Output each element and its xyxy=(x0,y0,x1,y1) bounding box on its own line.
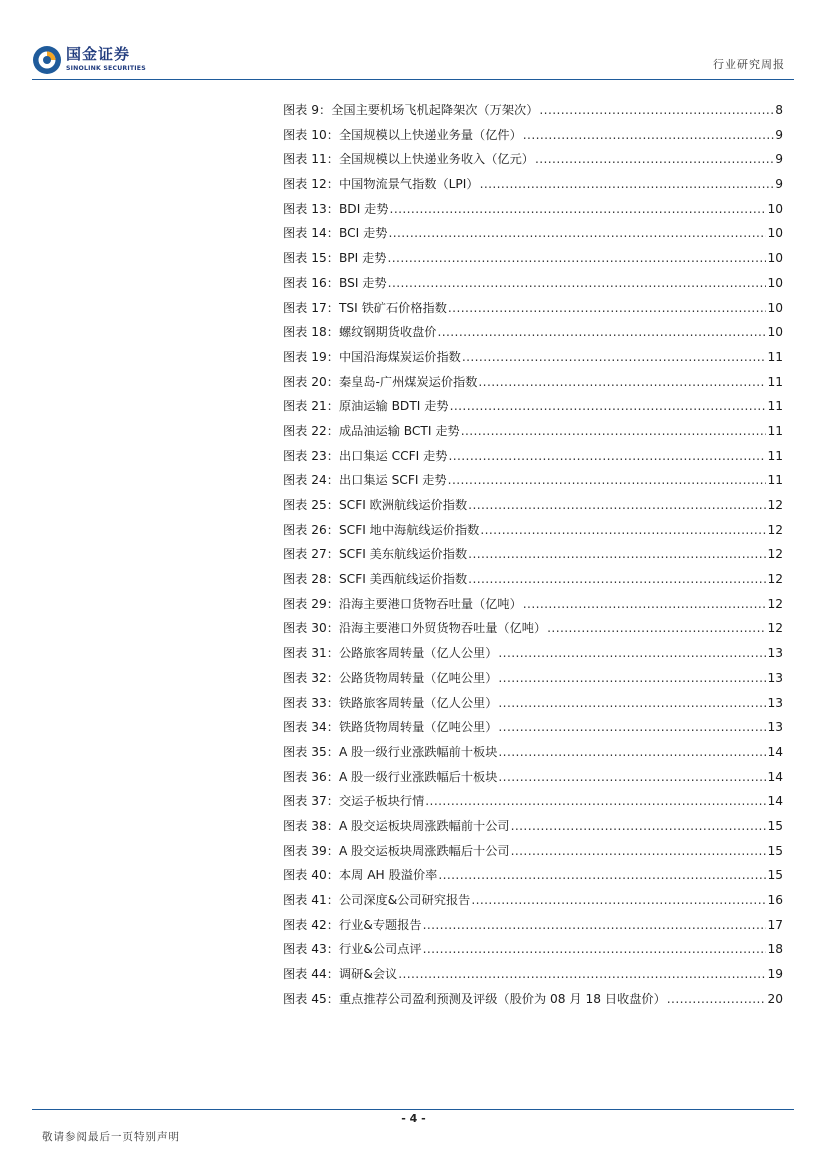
toc-entry-page: 13 xyxy=(767,695,783,710)
toc-entry[interactable] xyxy=(283,765,783,790)
toc-entry-page: 11 xyxy=(767,448,783,463)
toc-entry-page: 13 xyxy=(767,720,783,735)
dot-leader xyxy=(388,271,767,296)
toc-entry-page: 10 xyxy=(767,300,783,315)
toc-entry-label: 图表 26：SCFI 地中海航线运价指数 xyxy=(283,522,480,537)
dot-leader xyxy=(547,616,766,641)
toc-entry-page: 15 xyxy=(767,868,783,883)
toc-entry-label: 图表 23：出口集运 CCFI 走势 xyxy=(283,448,448,463)
logo-english-name: SINOLINK SECURITIES xyxy=(66,65,146,72)
toc-entry-page: 12 xyxy=(767,572,783,587)
toc-entry-page: 9 xyxy=(775,127,783,142)
toc-entry-page: 9 xyxy=(775,152,783,167)
toc-entry[interactable] xyxy=(283,789,783,814)
toc-entry-label: 图表 25：SCFI 欧洲航线运价指数 xyxy=(283,498,468,512)
toc-entry-page: 10 xyxy=(767,201,783,216)
toc-entry-page: 12 xyxy=(767,596,783,611)
toc-entry-page: 18 xyxy=(767,942,783,957)
toc-entry[interactable] xyxy=(283,937,783,962)
dot-leader xyxy=(468,567,766,592)
toc-entry-page: 12 xyxy=(767,498,783,512)
toc-entry-label: 图表 11：全国规模以上快递业务收入（亿元） xyxy=(283,152,534,167)
toc-entry-label: 图表 24：出口集运 SCFI 走势 xyxy=(283,473,447,488)
toc-entry[interactable] xyxy=(283,296,783,321)
toc-entry-label: 图表 43：行业&公司点评 xyxy=(283,942,422,957)
toc-entry-label: 图表 36：A 股一级行业涨跌幅后十板块 xyxy=(283,769,498,784)
toc-entry-label: 图表 14：BCI 走势 xyxy=(283,226,388,241)
dot-leader xyxy=(480,172,775,197)
toc-entry-page: 20 xyxy=(767,991,783,1006)
toc-entry-page: 9 xyxy=(775,177,783,192)
logo-chinese-name: 国金证券 xyxy=(66,45,131,63)
dot-leader xyxy=(511,814,767,839)
toc-entry-page: 11 xyxy=(767,374,783,389)
toc-entry-label: 图表 16：BSI 走势 xyxy=(283,275,387,290)
toc-entry[interactable] xyxy=(283,172,783,197)
toc-entry-label: 图表 40：本周 AH 股溢价率 xyxy=(283,868,438,883)
toc-entry[interactable] xyxy=(283,814,783,839)
dot-leader xyxy=(471,888,766,913)
toc-entry[interactable] xyxy=(283,246,783,271)
toc-entry[interactable] xyxy=(283,913,783,938)
toc-entry[interactable] xyxy=(283,493,783,518)
toc-entry[interactable] xyxy=(283,123,783,148)
dot-leader xyxy=(480,518,766,543)
toc-entry-page: 11 xyxy=(767,399,783,414)
toc-entry-label: 图表 20：秦皇岛-广州煤炭运价指数 xyxy=(283,374,478,389)
toc-entry-label: 图表 28：SCFI 美西航线运价指数 xyxy=(283,572,468,587)
toc-entry-page: 14 xyxy=(767,794,783,809)
dot-leader xyxy=(498,666,766,691)
toc-entry-page: 11 xyxy=(767,423,783,438)
toc-entry-page: 16 xyxy=(767,893,783,907)
header-divider xyxy=(32,79,794,80)
toc-entry-page: 19 xyxy=(767,967,783,982)
dot-leader xyxy=(448,296,767,321)
toc-entry-label: 图表 32：公路货物周转量（亿吨公里） xyxy=(283,670,498,685)
toc-entry[interactable] xyxy=(283,691,783,716)
toc-entry-label: 图表 41：公司深度&公司研究报告 xyxy=(283,893,471,907)
toc-entry-label: 图表 44：调研&会议 xyxy=(283,967,398,982)
page-number: - 4 - xyxy=(401,1112,426,1125)
dot-leader xyxy=(461,419,767,444)
report-type: 行业研究周报 xyxy=(713,58,785,71)
toc-entry-label: 图表 27：SCFI 美东航线运价指数 xyxy=(283,547,468,562)
toc-entry-page: 13 xyxy=(767,670,783,685)
dot-leader xyxy=(498,641,766,666)
dot-leader xyxy=(388,246,767,271)
toc-entry[interactable] xyxy=(283,345,783,370)
dot-leader xyxy=(398,962,766,987)
toc-entry-page: 11 xyxy=(767,349,783,364)
toc-entry[interactable] xyxy=(283,888,783,913)
toc-entry-label: 图表 29：沿海主要港口货物吞吐量（亿吨） xyxy=(283,596,522,611)
toc-entry-page: 12 xyxy=(767,621,783,636)
toc-entry[interactable] xyxy=(283,715,783,740)
toc-entry-label: 图表 33：铁路旅客周转量（亿人公里） xyxy=(283,695,498,710)
toc-entry-page: 13 xyxy=(767,646,783,661)
dot-leader xyxy=(437,320,766,345)
dot-leader xyxy=(462,345,767,370)
dot-leader xyxy=(448,468,767,493)
toc-entry-page: 12 xyxy=(767,547,783,562)
dot-leader xyxy=(511,839,767,864)
toc-entry[interactable] xyxy=(283,221,783,246)
dot-leader xyxy=(498,715,766,740)
toc-entry-page: 15 xyxy=(767,818,783,833)
toc-entry[interactable] xyxy=(283,839,783,864)
toc-entry-label: 图表 9：全国主要机场飞机起降架次（万架次） xyxy=(283,103,539,117)
toc-entry[interactable] xyxy=(283,444,783,469)
sinolink-logo-icon xyxy=(32,45,62,75)
toc-entry-page: 17 xyxy=(767,917,783,932)
toc-entry-label: 图表 34：铁路货物周转量（亿吨公里） xyxy=(283,720,498,735)
company-logo xyxy=(32,45,156,77)
toc-entry[interactable] xyxy=(283,518,783,543)
toc-entry-label: 图表 13：BDI 走势 xyxy=(283,201,389,216)
dot-leader xyxy=(468,542,766,567)
toc-entry[interactable] xyxy=(283,567,783,592)
toc-entry[interactable] xyxy=(283,616,783,641)
toc-entry-label: 图表 37：交运子板块行情 xyxy=(283,794,425,809)
toc-entry-page: 14 xyxy=(767,769,783,784)
toc-entry[interactable] xyxy=(283,962,783,987)
toc-entry-label: 图表 15：BPI 走势 xyxy=(283,251,387,266)
dot-leader xyxy=(390,197,767,222)
dot-leader xyxy=(535,147,774,172)
dot-leader xyxy=(423,937,767,962)
dot-leader xyxy=(523,592,767,617)
toc-entry[interactable] xyxy=(283,468,783,493)
toc-entry-label: 图表 22：成品油运输 BCTI 走势 xyxy=(283,423,460,438)
toc-entry-page: 14 xyxy=(767,744,783,759)
toc-entry-page: 10 xyxy=(767,275,783,290)
dot-leader xyxy=(423,913,767,938)
toc-entry-page: 10 xyxy=(767,226,783,241)
toc-entry[interactable] xyxy=(283,320,783,345)
toc-entry-label: 图表 18：螺纹钢期货收盘价 xyxy=(283,325,437,340)
toc-entry-label: 图表 39：A 股交运板块周涨跌幅后十公司 xyxy=(283,843,510,858)
dot-leader xyxy=(438,863,766,888)
toc-entry-page: 10 xyxy=(767,251,783,266)
toc-entry[interactable] xyxy=(283,271,783,296)
dot-leader xyxy=(478,370,766,395)
dot-leader xyxy=(523,123,774,148)
toc-entry-page: 8 xyxy=(775,103,783,117)
toc-entry-label: 图表 30：沿海主要港口外贸货物吞吐量（亿吨） xyxy=(283,621,547,636)
figure-index-list xyxy=(283,98,783,1011)
toc-entry-label: 图表 19：中国沿海煤炭运价指数 xyxy=(283,349,461,364)
toc-entry-page: 15 xyxy=(767,843,783,858)
page-header xyxy=(0,0,827,80)
toc-entry[interactable] xyxy=(283,542,783,567)
dot-leader xyxy=(539,98,774,123)
disclaimer-note: 敬请参阅最后一页特别声明 xyxy=(42,1131,180,1143)
toc-entry[interactable] xyxy=(283,197,783,222)
toc-entry[interactable] xyxy=(283,147,783,172)
toc-entry-label: 图表 35：A 股一级行业涨跌幅前十板块 xyxy=(283,744,498,759)
toc-entry-page: 11 xyxy=(767,473,783,488)
toc-entry-label: 图表 12：中国物流景气指数（LPI） xyxy=(283,177,479,192)
dot-leader xyxy=(498,691,766,716)
toc-entry[interactable] xyxy=(283,370,783,395)
dot-leader xyxy=(388,221,766,246)
dot-leader xyxy=(468,493,766,518)
toc-entry-label: 图表 21：原油运输 BDTI 走势 xyxy=(283,399,449,414)
toc-entry-label: 图表 42：行业&专题报告 xyxy=(283,917,422,932)
toc-entry[interactable] xyxy=(283,740,783,765)
footer-divider xyxy=(32,1109,794,1110)
toc-entry[interactable] xyxy=(283,641,783,666)
dot-leader xyxy=(425,789,766,814)
toc-entry-page: 12 xyxy=(767,522,783,537)
toc-entry[interactable] xyxy=(283,419,783,444)
toc-entry[interactable] xyxy=(283,394,783,419)
toc-entry-label: 图表 45：重点推荐公司盈利预测及评级（股价为 08 月 18 日收盘价） xyxy=(283,991,666,1006)
dot-leader xyxy=(498,740,766,765)
dot-leader xyxy=(448,444,766,469)
dot-leader xyxy=(450,394,767,419)
toc-entry-label: 图表 17：TSI 铁矿石价格指数 xyxy=(283,300,447,315)
toc-entry-page: 10 xyxy=(767,325,783,340)
toc-entry-label: 图表 38：A 股交运板块周涨跌幅前十公司 xyxy=(283,818,510,833)
toc-entry[interactable] xyxy=(283,592,783,617)
toc-entry-label: 图表 10：全国规模以上快递业务量（亿件） xyxy=(283,127,522,142)
dot-leader xyxy=(498,765,766,790)
toc-entry[interactable] xyxy=(283,863,783,888)
toc-entry[interactable] xyxy=(283,98,783,123)
toc-entry[interactable] xyxy=(283,987,783,1012)
toc-entry-label: 图表 31：公路旅客周转量（亿人公里） xyxy=(283,646,498,661)
toc-entry[interactable] xyxy=(283,666,783,691)
dot-leader xyxy=(667,987,767,1012)
